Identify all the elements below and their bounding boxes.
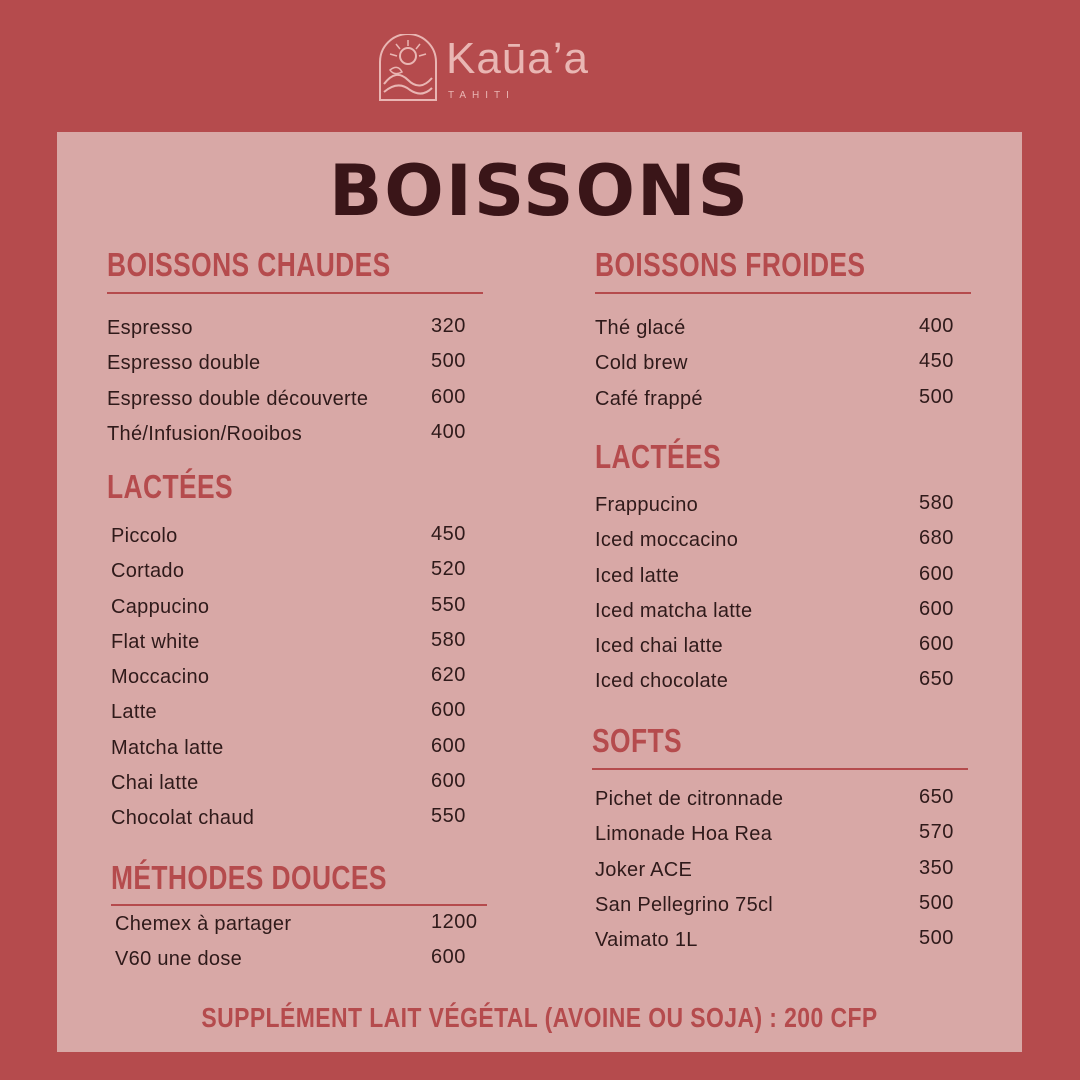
list-item (595, 352, 975, 387)
item-name: Café frappé (595, 387, 703, 410)
item-name: Vaimato 1L (595, 929, 698, 952)
soft-methods-list (115, 913, 495, 984)
item-name: San Pellegrino 75cl (595, 893, 774, 916)
item-price: 570 (919, 821, 954, 844)
item-price: 320 (431, 315, 466, 337)
item-name: Limonade Hoa Rea (595, 823, 773, 846)
list-item (595, 385, 975, 423)
section-heading-hot-milk-drinks: LACTÉES (107, 468, 234, 505)
section-heading-soft-methods: MÉTHODES DOUCES (111, 859, 387, 896)
item-price: 600 (919, 562, 954, 585)
item-name: Moccacino (111, 666, 210, 689)
list-item (111, 628, 491, 666)
plant-milk-supplement-note: SUPPLÉMENT LAIT VÉGÉTAL (AVOINE OU SOJA) : 200 CFP (201, 1002, 878, 1033)
item-price: 600 (431, 946, 466, 969)
item-price: 400 (431, 420, 466, 443)
hot-milk-drinks-list (111, 525, 491, 843)
item-name: Iced chocolate (595, 670, 729, 693)
item-name: Chai latte (111, 772, 199, 795)
list-item (111, 525, 491, 560)
list-item (107, 317, 487, 352)
item-price: 1200 (431, 911, 478, 933)
list-item (115, 913, 495, 948)
list-item (111, 772, 491, 807)
brand-logo (376, 34, 656, 106)
item-price: 580 (431, 628, 466, 651)
list-item (107, 420, 487, 458)
list-item (111, 593, 491, 631)
item-name: Flat white (111, 630, 200, 653)
cold-milk-drinks-list (595, 494, 975, 706)
list-item (595, 788, 975, 823)
item-name: Thé glacé (595, 317, 686, 339)
item-price: 500 (431, 350, 466, 373)
list-item (111, 666, 491, 701)
item-price: 520 (431, 558, 466, 581)
list-item (595, 562, 975, 600)
divider (111, 904, 487, 906)
list-item (111, 734, 491, 772)
list-item (595, 670, 975, 705)
item-name: Iced latte (595, 564, 680, 587)
item-name: Cortado (111, 560, 185, 583)
item-price: 500 (919, 385, 954, 408)
item-name: Chocolat chaud (111, 807, 255, 830)
item-price: 650 (919, 786, 954, 808)
list-item (111, 701, 491, 736)
hot-drinks-list (107, 317, 487, 458)
item-price: 450 (919, 350, 954, 373)
item-name: Iced moccacino (595, 529, 739, 552)
list-item (595, 929, 975, 964)
divider (107, 292, 483, 294)
item-price: 620 (431, 664, 466, 687)
section-heading-softs: SOFTS (592, 722, 683, 759)
list-item (595, 529, 975, 564)
list-item (595, 494, 975, 529)
item-price: 500 (919, 891, 954, 914)
item-price: 600 (919, 633, 954, 656)
item-name: Espresso double découverte (107, 387, 369, 410)
list-item (595, 635, 975, 670)
item-price: 450 (431, 523, 466, 545)
item-price: 600 (919, 597, 954, 620)
item-name: Cappucino (111, 595, 210, 618)
section-heading-hot-drinks: BOISSONS CHAUDES (107, 246, 391, 283)
brand-name: Kaūa’a (446, 34, 590, 83)
item-price: 550 (431, 805, 466, 828)
menu-panel (57, 132, 1022, 1052)
list-item (111, 560, 491, 595)
item-price: 400 (919, 315, 954, 337)
item-price: 580 (919, 492, 954, 514)
list-item (115, 948, 495, 983)
item-name: Joker ACE (595, 858, 693, 881)
section-heading-cold-drinks: BOISSONS FROIDES (595, 246, 866, 283)
list-item (595, 856, 975, 894)
item-price: 600 (431, 734, 466, 757)
item-price: 680 (919, 527, 954, 550)
item-name: Frappucino (595, 494, 699, 516)
list-item (595, 823, 975, 858)
item-price: 600 (431, 699, 466, 722)
item-name: Chemex à partager (115, 913, 292, 935)
item-price: 500 (919, 927, 954, 950)
item-name: Iced chai latte (595, 635, 723, 658)
item-price: 350 (919, 856, 954, 879)
divider (595, 292, 971, 294)
item-name: Espresso (107, 317, 193, 339)
brand-location: TAHITI (448, 90, 515, 101)
cold-drinks-list (595, 317, 975, 423)
sun-wave-logo-icon (376, 34, 440, 102)
list-item (595, 891, 975, 929)
softs-list (595, 788, 975, 964)
item-name: Espresso double (107, 352, 261, 375)
item-name: Thé/Infusion/Rooibos (107, 422, 303, 445)
page-title: BOISSONS (328, 150, 751, 232)
list-item (107, 352, 487, 387)
item-price: 600 (431, 385, 466, 408)
section-heading-cold-milk-drinks: LACTÉES (595, 438, 722, 475)
list-item (595, 317, 975, 352)
item-name: Piccolo (111, 525, 178, 547)
list-item (107, 385, 487, 423)
item-name: Matcha latte (111, 736, 224, 759)
item-name: Latte (111, 701, 157, 724)
item-price: 650 (919, 668, 954, 691)
list-item (111, 807, 491, 842)
divider (592, 768, 968, 770)
item-price: 550 (431, 593, 466, 616)
item-price: 600 (431, 770, 466, 793)
item-name: Cold brew (595, 352, 688, 375)
item-name: Pichet de citronnade (595, 788, 784, 810)
item-name: Iced matcha latte (595, 599, 753, 622)
item-name: V60 une dose (115, 948, 243, 971)
list-item (595, 597, 975, 635)
